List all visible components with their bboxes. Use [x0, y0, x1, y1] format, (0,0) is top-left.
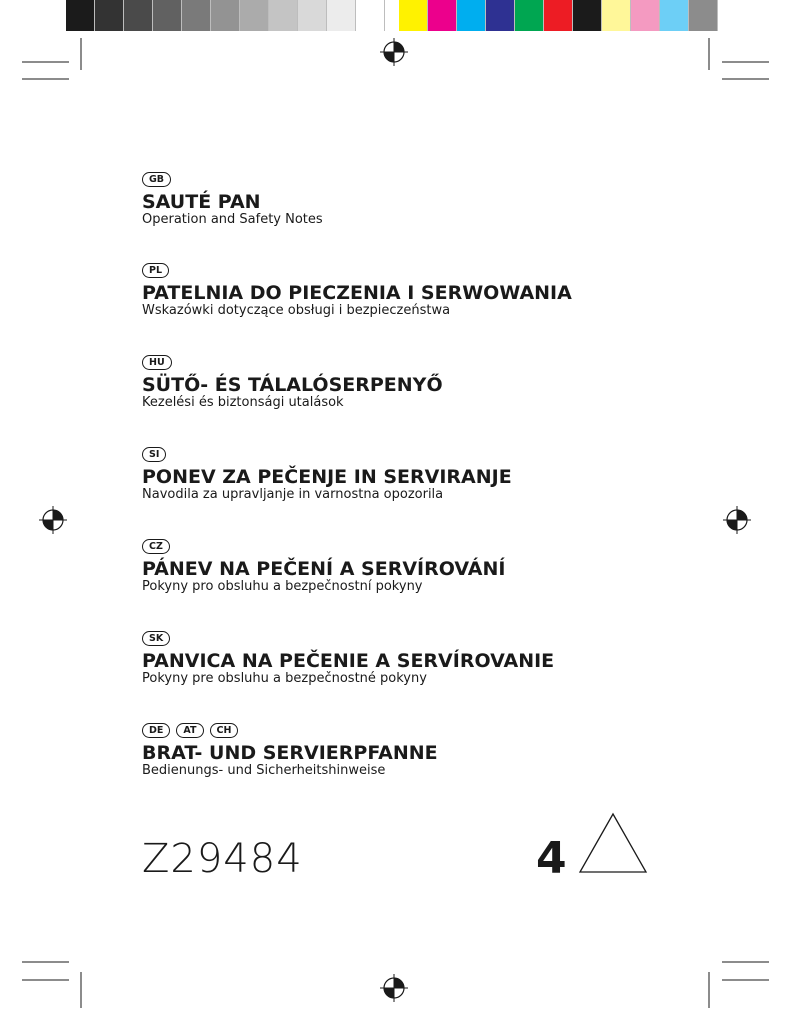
section-subtitle: Pokyny pre obsluhu a bezpečnostné pokyny [142, 671, 427, 686]
language-section [142, 631, 742, 686]
registration-mark-top-icon [380, 38, 408, 66]
page-number: 4 [536, 833, 567, 884]
language-badge: CZ [142, 539, 170, 554]
registration-mark-bottom-icon [380, 974, 408, 1002]
language-badges [142, 539, 742, 555]
language-badges [142, 355, 742, 371]
warning-triangle-icon [580, 814, 646, 872]
language-badges [142, 723, 742, 739]
language-badge: SK [142, 631, 170, 646]
language-badges [142, 447, 742, 463]
section-title: SÜTŐ- ÉS TÁLALÓSERPENYŐ [142, 374, 443, 396]
section-title: BRAT- UND SERVIERPFANNE [142, 742, 438, 764]
section-subtitle: Bedienungs- und Sicherheitshinweise [142, 763, 386, 778]
language-section [142, 263, 742, 318]
language-section [142, 355, 742, 410]
language-badge: GB [142, 172, 171, 187]
section-title: SAUTÉ PAN [142, 191, 261, 213]
language-section [142, 539, 742, 594]
section-subtitle: Pokyny pro obsluhu a bezpečnostní pokyny [142, 579, 423, 594]
model-number: Z29484 [142, 836, 303, 882]
registration-mark-right-icon [723, 506, 751, 534]
section-subtitle: Operation and Safety Notes [142, 212, 323, 227]
section-subtitle: Wskazówki dotyczące obsługi i bezpieczeństwa [142, 303, 451, 318]
language-badge: PL [142, 263, 169, 278]
language-badge: DE [142, 723, 170, 738]
language-badge: HU [142, 355, 172, 370]
language-badge: CH [210, 723, 239, 738]
language-badges [142, 263, 742, 279]
section-subtitle: Navodila za upravljanje in varnostna opozorila [142, 487, 444, 502]
section-subtitle: Kezelési és biztonsági utalások [142, 395, 344, 410]
language-badges [142, 172, 742, 188]
language-section [142, 723, 742, 778]
registration-mark-left-icon [39, 506, 67, 534]
section-title: PÁNEV NA PEČENÍ A SERVÍROVÁNÍ [142, 558, 506, 580]
section-title: PANVICA NA PEČENIE A SERVÍROVANIE [142, 650, 555, 672]
language-badge: AT [176, 723, 203, 738]
language-badges [142, 631, 742, 647]
section-title: PATELNIA DO PIECZENIA I SERWOWANIA [142, 282, 572, 304]
language-section [142, 172, 742, 227]
language-section [142, 447, 742, 502]
section-title: PONEV ZA PEČENJE IN SERVIRANJE [142, 466, 512, 488]
language-badge: SI [142, 447, 166, 462]
